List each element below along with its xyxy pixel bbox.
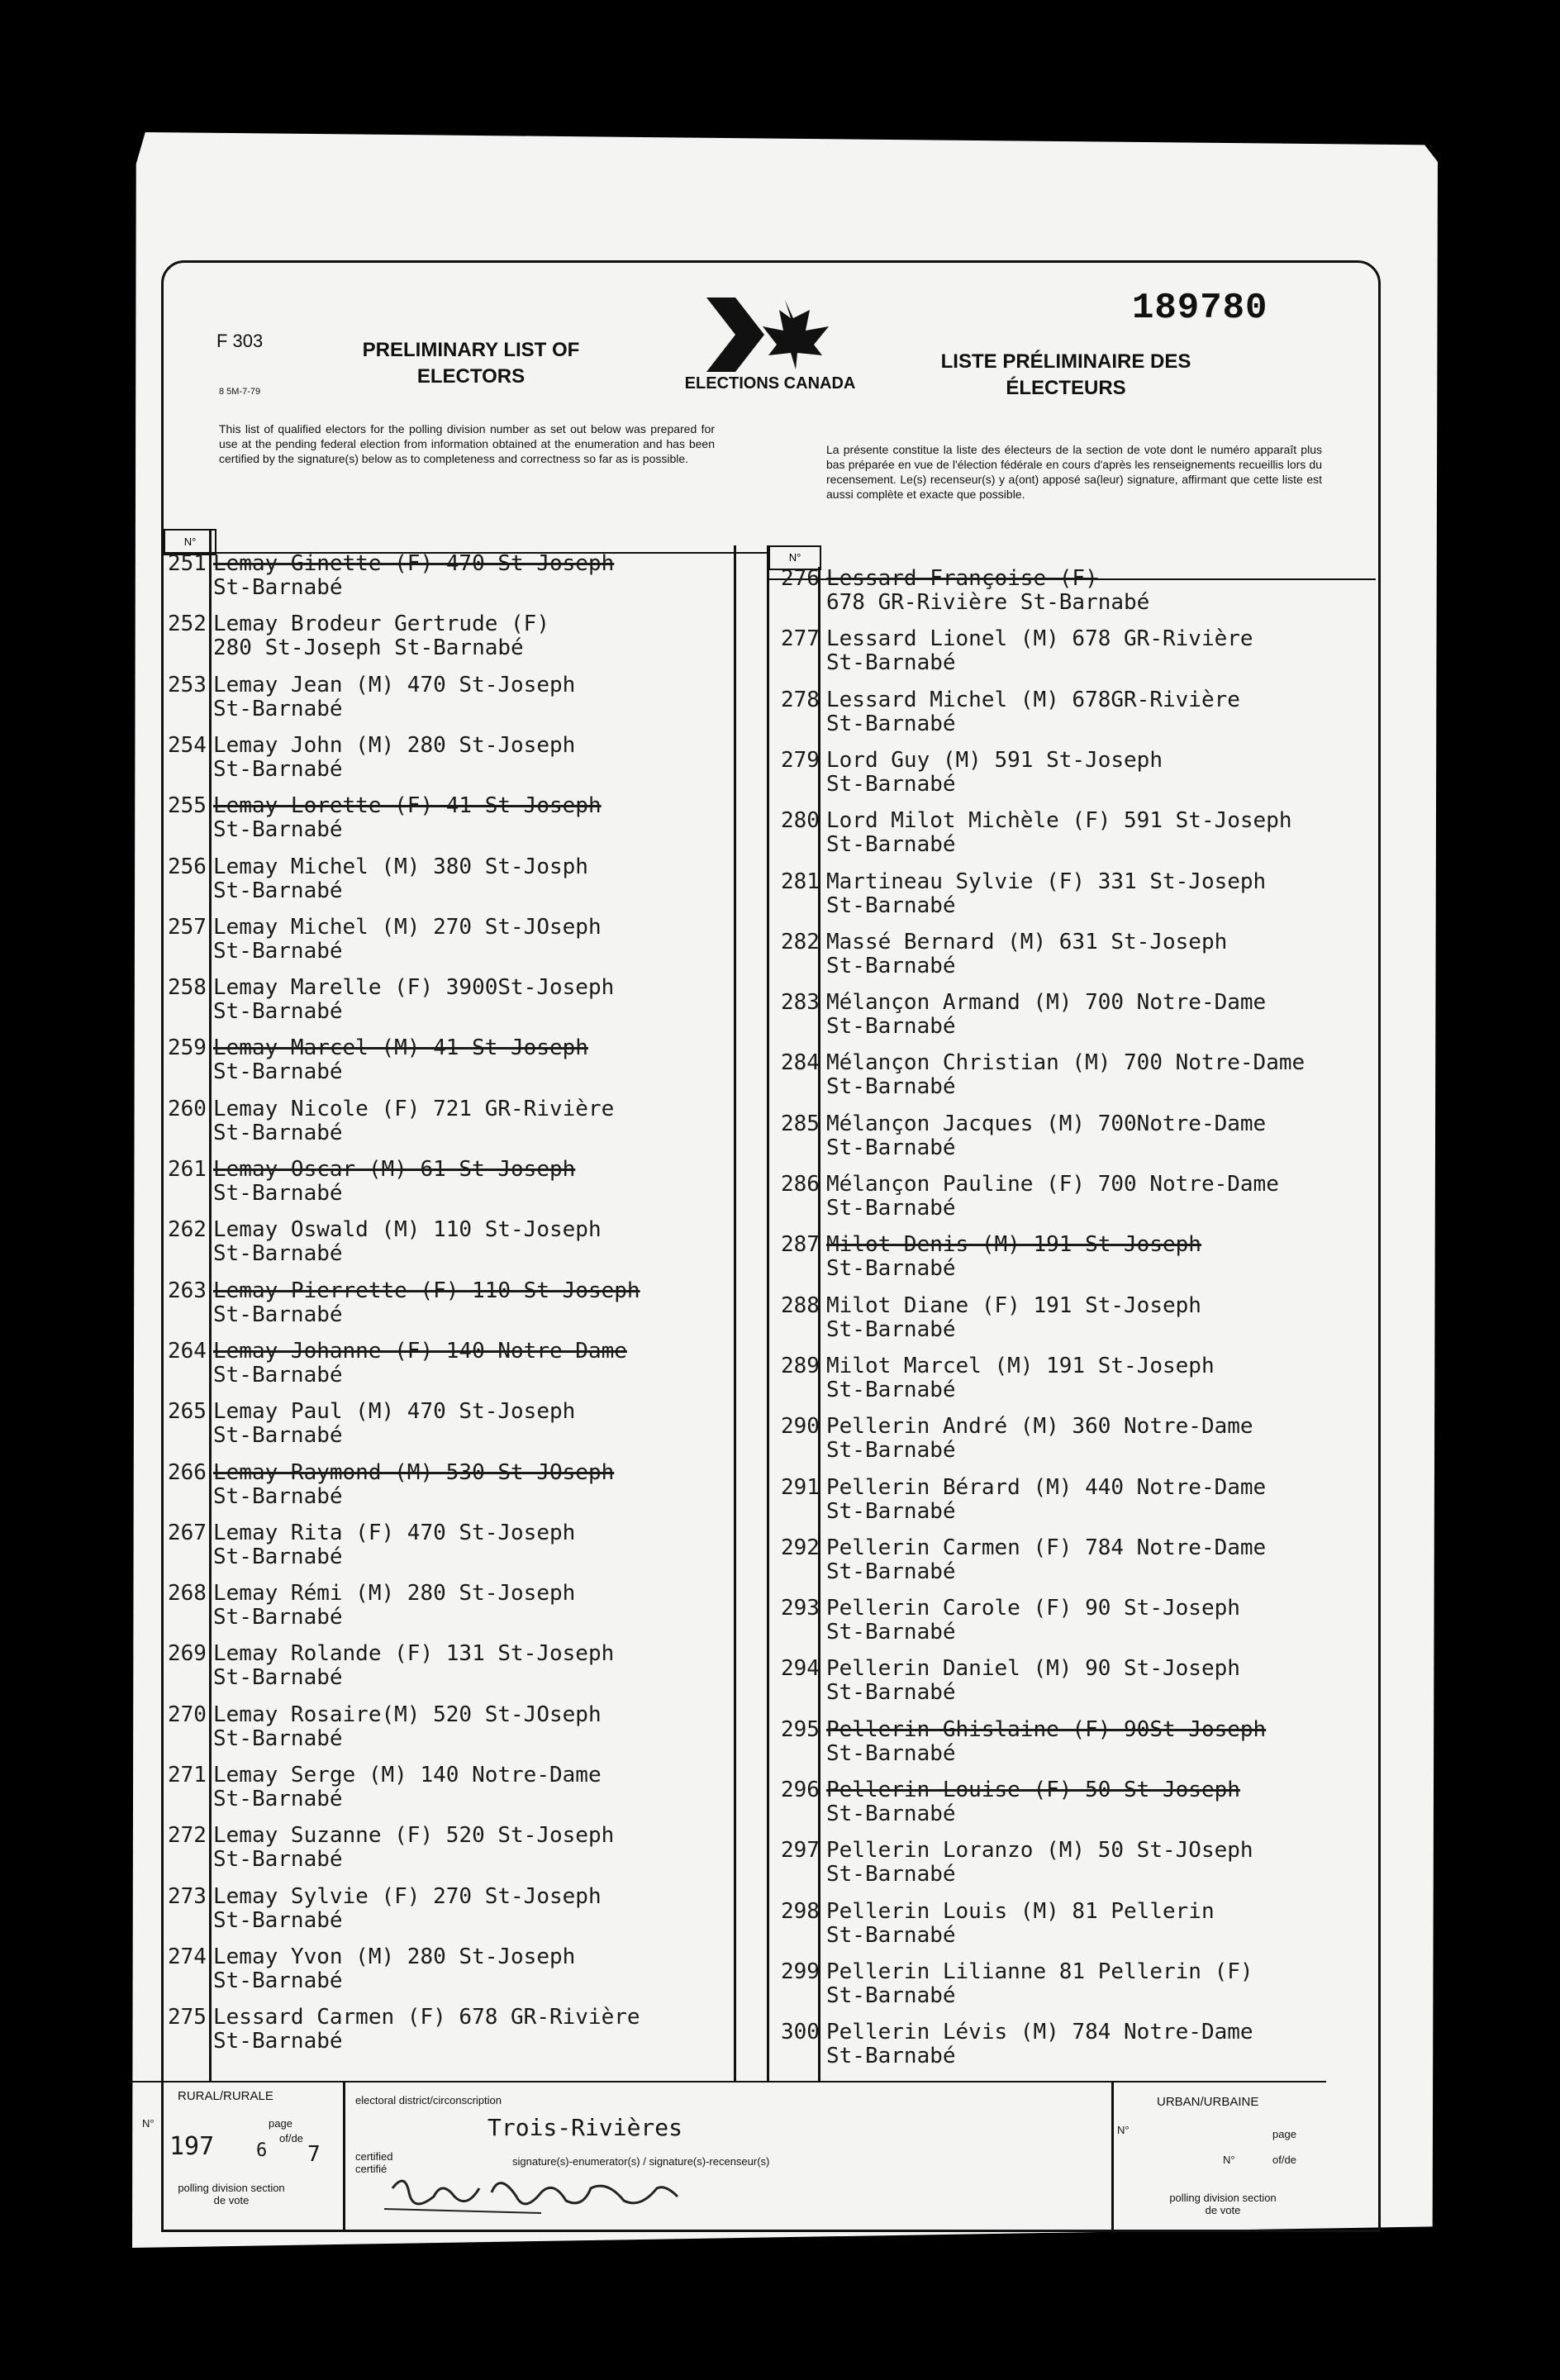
entry-name-address: Pellerin Daniel (M) 90 St-Joseph [826,1656,1240,1682]
entry-number: 265 [168,1399,207,1425]
entry-locality: St-Barnabé [826,1620,956,1645]
elector-entry [168,1883,783,1933]
elector-entry [781,1172,1396,1221]
entry-number: 258 [168,975,207,1001]
urban-polling-label: polling division section de vote [1169,2192,1277,2216]
entry-name-address: Martineau Sylvie (F) 331 St-Joseph [826,869,1267,894]
urban-no-box-label: N° [1223,2154,1235,2166]
entry-locality: St-Barnabé [826,1074,956,1100]
entry-number: 285 [781,1111,820,1136]
entry-number: 299 [781,1959,820,1984]
elector-entry [168,1157,783,1206]
entry-locality: St-Barnabé [213,938,343,964]
elector-entry [781,1778,1396,1826]
entry-name-address: Massé Bernard (M) 631 St-Joseph [826,929,1228,954]
entry-name-address: Lemay Serge (M) 140 Notre-Dame [213,1763,602,1787]
entry-locality: St-Barnabé [213,1907,343,1933]
entry-number: 282 [781,929,820,954]
entry-locality: St-Barnabé [213,1726,343,1751]
enumerator-signature [376,2163,723,2221]
footer-divider-left [343,2081,345,2230]
elector-entry [168,793,783,843]
entry-name-address: Lemay Michel (M) 380 St-Josph [213,854,588,879]
entry-name-address: Lemay Rita (F) 470 St-Joseph [213,1520,576,1545]
title-french: LISTE PRÉLIMINAIRE DES ÉLECTEURS [940,350,1191,399]
elector-entry [781,1232,1396,1282]
elector-entry [781,990,1396,1040]
entry-name-address: Mélançon Jacques (M) 700Notre-Dame [826,1111,1267,1136]
entry-number: 268 [168,1581,207,1606]
elector-entry [781,1535,1396,1584]
entry-name-address: Mélançon Armand (M) 700 Notre-Dame [826,990,1267,1016]
entry-number: 283 [781,990,820,1016]
svg-text:ELECTIONS CANADA: ELECTIONS CANADA [684,374,856,393]
elector-entry [168,1823,783,1873]
entry-number: 300 [781,2020,820,2045]
entry-number: 251 [168,551,207,576]
entry-name-address: Lemay Pierrette (F) 110 St-Joseph [213,1278,640,1303]
entry-locality: St-Barnabé [826,650,956,676]
entry-name-address: Pellerin Bérard (M) 440 Notre-Dame [826,1474,1267,1500]
entry-name-address: Lemay Ginette (F) 470 St-Joseph [213,551,615,576]
entry-locality: St-Barnabé [826,771,956,797]
elector-entry [781,1353,1396,1402]
entry-number: 260 [168,1096,207,1121]
entry-locality: St-Barnabé [826,2044,956,2069]
entry-number: 295 [781,1716,820,1742]
entry-number: 270 [168,1702,207,1727]
elector-entry [781,687,1396,736]
entry-number: 267 [168,1520,207,1545]
entry-number: 257 [168,914,207,940]
entry-name-address: Lemay Marelle (F) 3900St-Joseph [213,975,615,1001]
page-number: 6 [256,2140,268,2161]
entry-number: 297 [781,1838,820,1864]
elector-entry [168,2005,783,2054]
entry-name-address: Pellerin Ghislaine (F) 90St-Joseph [826,1716,1267,1742]
entry-locality: St-Barnabé [826,892,956,918]
entry-locality: St-Barnabé [826,1256,956,1282]
entry-name-address: Lemay Oswald (M) 110 St-Joseph [213,1217,602,1243]
entry-name-address: Lemay Jean (M) 470 St-Joseph [213,672,576,697]
certified-label: certified certifié [355,2150,393,2175]
entry-name-address: Lemay Marcel (M) 41 St-Joseph [213,1035,588,1061]
entry-locality: St-Barnabé [213,756,343,782]
urban-page-label: page [1272,2128,1296,2140]
elector-entry [168,1520,783,1569]
entry-name-address: Milot Diane (F) 191 St-Joseph [826,1292,1201,1318]
entry-name-address: Lemay Suzanne (F) 520 St-Joseph [213,1823,615,1849]
entry-name-address: Lemay Oscar (M) 61 St-Joseph [213,1157,576,1182]
entry-locality: St-Barnabé [826,1498,956,1524]
entry-name-address: Lord Milot Michèle (F) 591 St-Joseph [826,808,1292,834]
entry-name-address: Pellerin Carole (F) 90 St-Joseph [826,1596,1240,1621]
entry-locality: St-Barnabé [213,1302,343,1327]
elector-entry [168,672,783,721]
entry-name-address: Lemay Yvon (M) 280 St-Joseph [213,1944,576,1969]
entry-number: 273 [168,1883,207,1909]
right-no-header: N° [768,545,821,570]
entry-number: 264 [168,1338,207,1364]
elector-entry [168,612,783,661]
elector-entry [781,626,1396,676]
entry-name-address: Pellerin Carmen (F) 784 Notre-Dame [826,1535,1267,1560]
elector-entry [781,1596,1396,1645]
entry-number: 263 [168,1278,207,1303]
entry-number: 277 [781,626,820,652]
entry-number: 275 [168,2005,207,2030]
entry-locality: St-Barnabé [826,1196,956,1221]
form-date: 8 5M-7-79 [219,387,261,397]
intro-french: La présente constitue la liste des électeurs de la section de vote dont le numéro apparaît plus bas préparée en vue de l'élection fédérale en cours d'après les renseignements recueillis lors du recensement. Le(s) recenseur(s) y a(ont) apposé sa(leur) signature, affirmant que cette liste est aussi complète et exacte que possible. [826,443,1322,501]
rural-no-label: N° [142,2117,155,2130]
entry-locality: St-Barnabé [213,1968,343,1993]
urban-label: URBAN/URBAINE [1157,2095,1259,2109]
entry-name-address: Mélançon Christian (M) 700 Notre-Dame [826,1050,1306,1076]
elector-entry [168,1641,783,1691]
elector-entry [781,1959,1396,2008]
entry-locality: St-Barnabé [826,1135,956,1160]
entry-number: 287 [781,1232,820,1258]
entry-number: 289 [781,1353,820,1378]
elector-entry [781,1716,1396,1766]
entry-number: 291 [781,1474,820,1500]
intro-english: This list of qualified electors for the polling division number as set out below was prepared for use at the pending federal election from information obtained at the enumeration and has been certified by the signature(s) below as to completeness and correctness so far as is possible. [219,422,715,465]
entry-name-address: Lemay Johanne (F) 140 Notre-Dame [213,1338,627,1364]
entry-number: 288 [781,1292,820,1318]
entry-name-address: Lessard Carmen (F) 678 GR-Rivière [213,2005,640,2030]
rural-label: RURAL/RURALE [178,2089,273,2103]
entry-locality: St-Barnabé [826,953,956,978]
entry-locality: 280 St-Joseph St-Barnabé [213,635,524,661]
entry-locality: 678 GR-Rivière St-Barnabé [826,590,1150,615]
elector-entry [168,1096,783,1145]
entry-locality: St-Barnabé [213,2029,343,2054]
entry-number: 255 [168,793,207,819]
entry-locality: St-Barnabé [826,1316,956,1342]
entry-locality: St-Barnabé [826,832,956,858]
elector-entry [781,1111,1396,1160]
entry-name-address: Lemay Nicole (F) 721 GR-Rivière [213,1096,615,1121]
entry-number: 294 [781,1656,820,1682]
entry-name-address: Lemay John (M) 280 St-Joseph [213,732,576,758]
title-english: PRELIMINARY LIST OF ELECTORS [362,339,580,388]
entry-name-address: Pellerin Louise (F) 50 St-Joseph [826,1778,1240,1802]
entry-locality: St-Barnabé [826,1014,956,1040]
entry-locality: St-Barnabé [826,1438,956,1464]
entry-number: 262 [168,1217,207,1243]
elector-entry [168,1399,783,1449]
elector-entry [168,1278,783,1327]
entry-number: 281 [781,869,820,894]
elector-entry [781,1474,1396,1524]
elector-entry [168,1338,783,1388]
form-number: F 303 [216,331,264,351]
entry-number: 292 [781,1535,820,1560]
entry-locality: St-Barnabé [213,999,343,1025]
elector-entry [168,975,783,1025]
elector-entry [168,1459,783,1509]
entry-locality: St-Barnabé [826,1377,956,1402]
entry-name-address: Lemay Brodeur Gertrude (F) [213,612,549,637]
entry-locality: St-Barnabé [213,1423,343,1449]
entry-locality: St-Barnabé [826,711,956,736]
entry-number: 296 [781,1778,820,1802]
entry-number: 280 [781,808,820,834]
elector-entry [781,1414,1396,1464]
elector-entry [781,929,1396,978]
entry-number: 290 [781,1414,820,1440]
entry-locality: St-Barnabé [213,878,343,903]
entry-locality: St-Barnabé [213,1483,343,1509]
elector-entry [781,1050,1396,1100]
entry-number: 272 [168,1823,207,1849]
elector-entry [781,1898,1396,1948]
entry-number: 278 [781,687,820,712]
elector-entry [168,1581,783,1630]
urban-of-label: of/de [1272,2154,1296,2166]
entry-locality: St-Barnabé [213,1362,343,1388]
elector-entry [781,1838,1396,1887]
entry-locality: St-Barnabé [213,1605,343,1630]
footer-divider-right [1111,2081,1114,2230]
elector-entry [781,2020,1396,2069]
entry-locality: St-Barnabé [213,817,343,843]
entry-locality: St-Barnabé [826,1862,956,1887]
entry-number: 293 [781,1596,820,1621]
entry-locality: St-Barnabé [826,1983,956,2008]
elector-entry [168,551,783,600]
entry-number: 253 [168,672,207,697]
entry-name-address: Lemay Rémi (M) 280 St-Joseph [213,1581,576,1606]
entry-name-address: Lemay Rosaire(M) 520 St-JOseph [213,1702,602,1727]
entry-locality: St-Barnabé [213,1059,343,1085]
district-label: electoral district/circonscription [355,2094,502,2106]
elector-entry [168,914,783,964]
entry-name-address: Lemay Paul (M) 470 St-Joseph [213,1399,576,1425]
entry-name-address: Lemay Rolande (F) 131 St-Joseph [213,1641,615,1667]
signature-label: signature(s)-enumerator(s) / signature(s)-recenseur(s) [512,2155,770,2168]
entry-locality: St-Barnabé [826,1740,956,1766]
entry-locality: St-Barnabé [213,1241,343,1267]
entry-number: 279 [781,747,820,773]
page-of-label: of/de [279,2132,303,2144]
entry-number: 261 [168,1157,207,1182]
entry-number: 256 [168,854,207,879]
entry-locality: St-Barnabé [213,1544,343,1569]
elector-entry [168,732,783,782]
entry-name-address: Lord Guy (M) 591 St-Joseph [826,747,1163,773]
serial-number: 189780 [1132,288,1268,329]
entry-number: 284 [781,1050,820,1076]
entry-number: 266 [168,1459,207,1485]
elector-entry [168,854,783,903]
left-number-rule [209,529,212,2082]
entry-name-address: Lemay Sylvie (F) 270 St-Joseph [213,1883,602,1909]
elector-entry [168,1702,783,1751]
elector-entry [168,1035,783,1085]
entry-name-address: Lessard Françoise (F) [826,566,1098,591]
elector-entry [168,1217,783,1267]
entry-locality: St-Barnabé [826,1559,956,1584]
entry-name-address: Pellerin Lévis (M) 784 Notre-Dame [826,2020,1253,2045]
urban-no-label: N° [1117,2124,1130,2136]
left-no-header: N° [164,529,216,555]
page-label: page [269,2117,292,2130]
entry-number: 254 [168,732,207,758]
entry-locality: St-Barnabé [213,1787,343,1811]
entry-locality: St-Barnabé [213,1120,343,1145]
footer-rule [128,2081,1326,2082]
entry-number: 276 [781,566,820,591]
entry-number: 298 [781,1898,820,1924]
entry-locality: St-Barnabé [213,575,343,600]
elector-entry [781,1656,1396,1706]
entry-name-address: Lemay Michel (M) 270 St-JOseph [213,914,602,940]
entry-locality: St-Barnabé [213,1665,343,1691]
entry-locality: St-Barnabé [213,696,343,721]
elector-entry [168,1944,783,1993]
entry-name-address: Pellerin Lilianne 81 Pellerin (F) [826,1959,1253,1984]
entry-locality: St-Barnabé [826,1802,956,1826]
elector-entry [781,747,1396,797]
entry-number: 286 [781,1172,820,1197]
elector-entry [781,1292,1396,1342]
entry-name-address: Milot Marcel (M) 191 St-Joseph [826,1353,1215,1378]
entry-name-address: Pellerin Louis (M) 81 Pellerin [826,1898,1215,1924]
entry-locality: St-Barnabé [826,1922,956,1948]
elector-entry [781,808,1396,858]
polling-division-label: polling division section de vote [178,2182,285,2206]
entry-name-address: Lessard Lionel (M) 678 GR-Rivière [826,626,1253,652]
entry-number: 259 [168,1035,207,1061]
elector-entry [781,566,1396,615]
entry-number: 269 [168,1641,207,1667]
elections-canada-logo [684,293,856,409]
entry-name-address: Lessard Michel (M) 678GR-Rivière [826,687,1240,712]
entry-name-address: Lemay Raymond (M) 530 St-JOseph [213,1459,615,1485]
entry-name-address: Pellerin Loranzo (M) 50 St-JOseph [826,1838,1253,1864]
entry-number: 274 [168,1944,207,1969]
district-name: Trois-Rivières [488,2114,683,2141]
page-total: 7 [307,2142,321,2167]
entry-locality: St-Barnabé [213,1847,343,1873]
elector-entry [168,1763,783,1811]
entry-name-address: Milot Denis (M) 191 St-Joseph [826,1232,1201,1258]
entry-name-address: Pellerin André (M) 360 Notre-Dame [826,1414,1253,1440]
elector-entry [781,869,1396,918]
entry-locality: St-Barnabé [826,1680,956,1706]
entry-locality: St-Barnabé [213,1181,343,1206]
polling-number: 197 [169,2132,215,2161]
entry-number: 252 [168,612,207,637]
entry-number: 271 [168,1763,207,1787]
entry-name-address: Lemay Lorette (F) 41 St-Joseph [213,793,602,819]
entry-name-address: Mélançon Pauline (F) 700 Notre-Dame [826,1172,1279,1197]
